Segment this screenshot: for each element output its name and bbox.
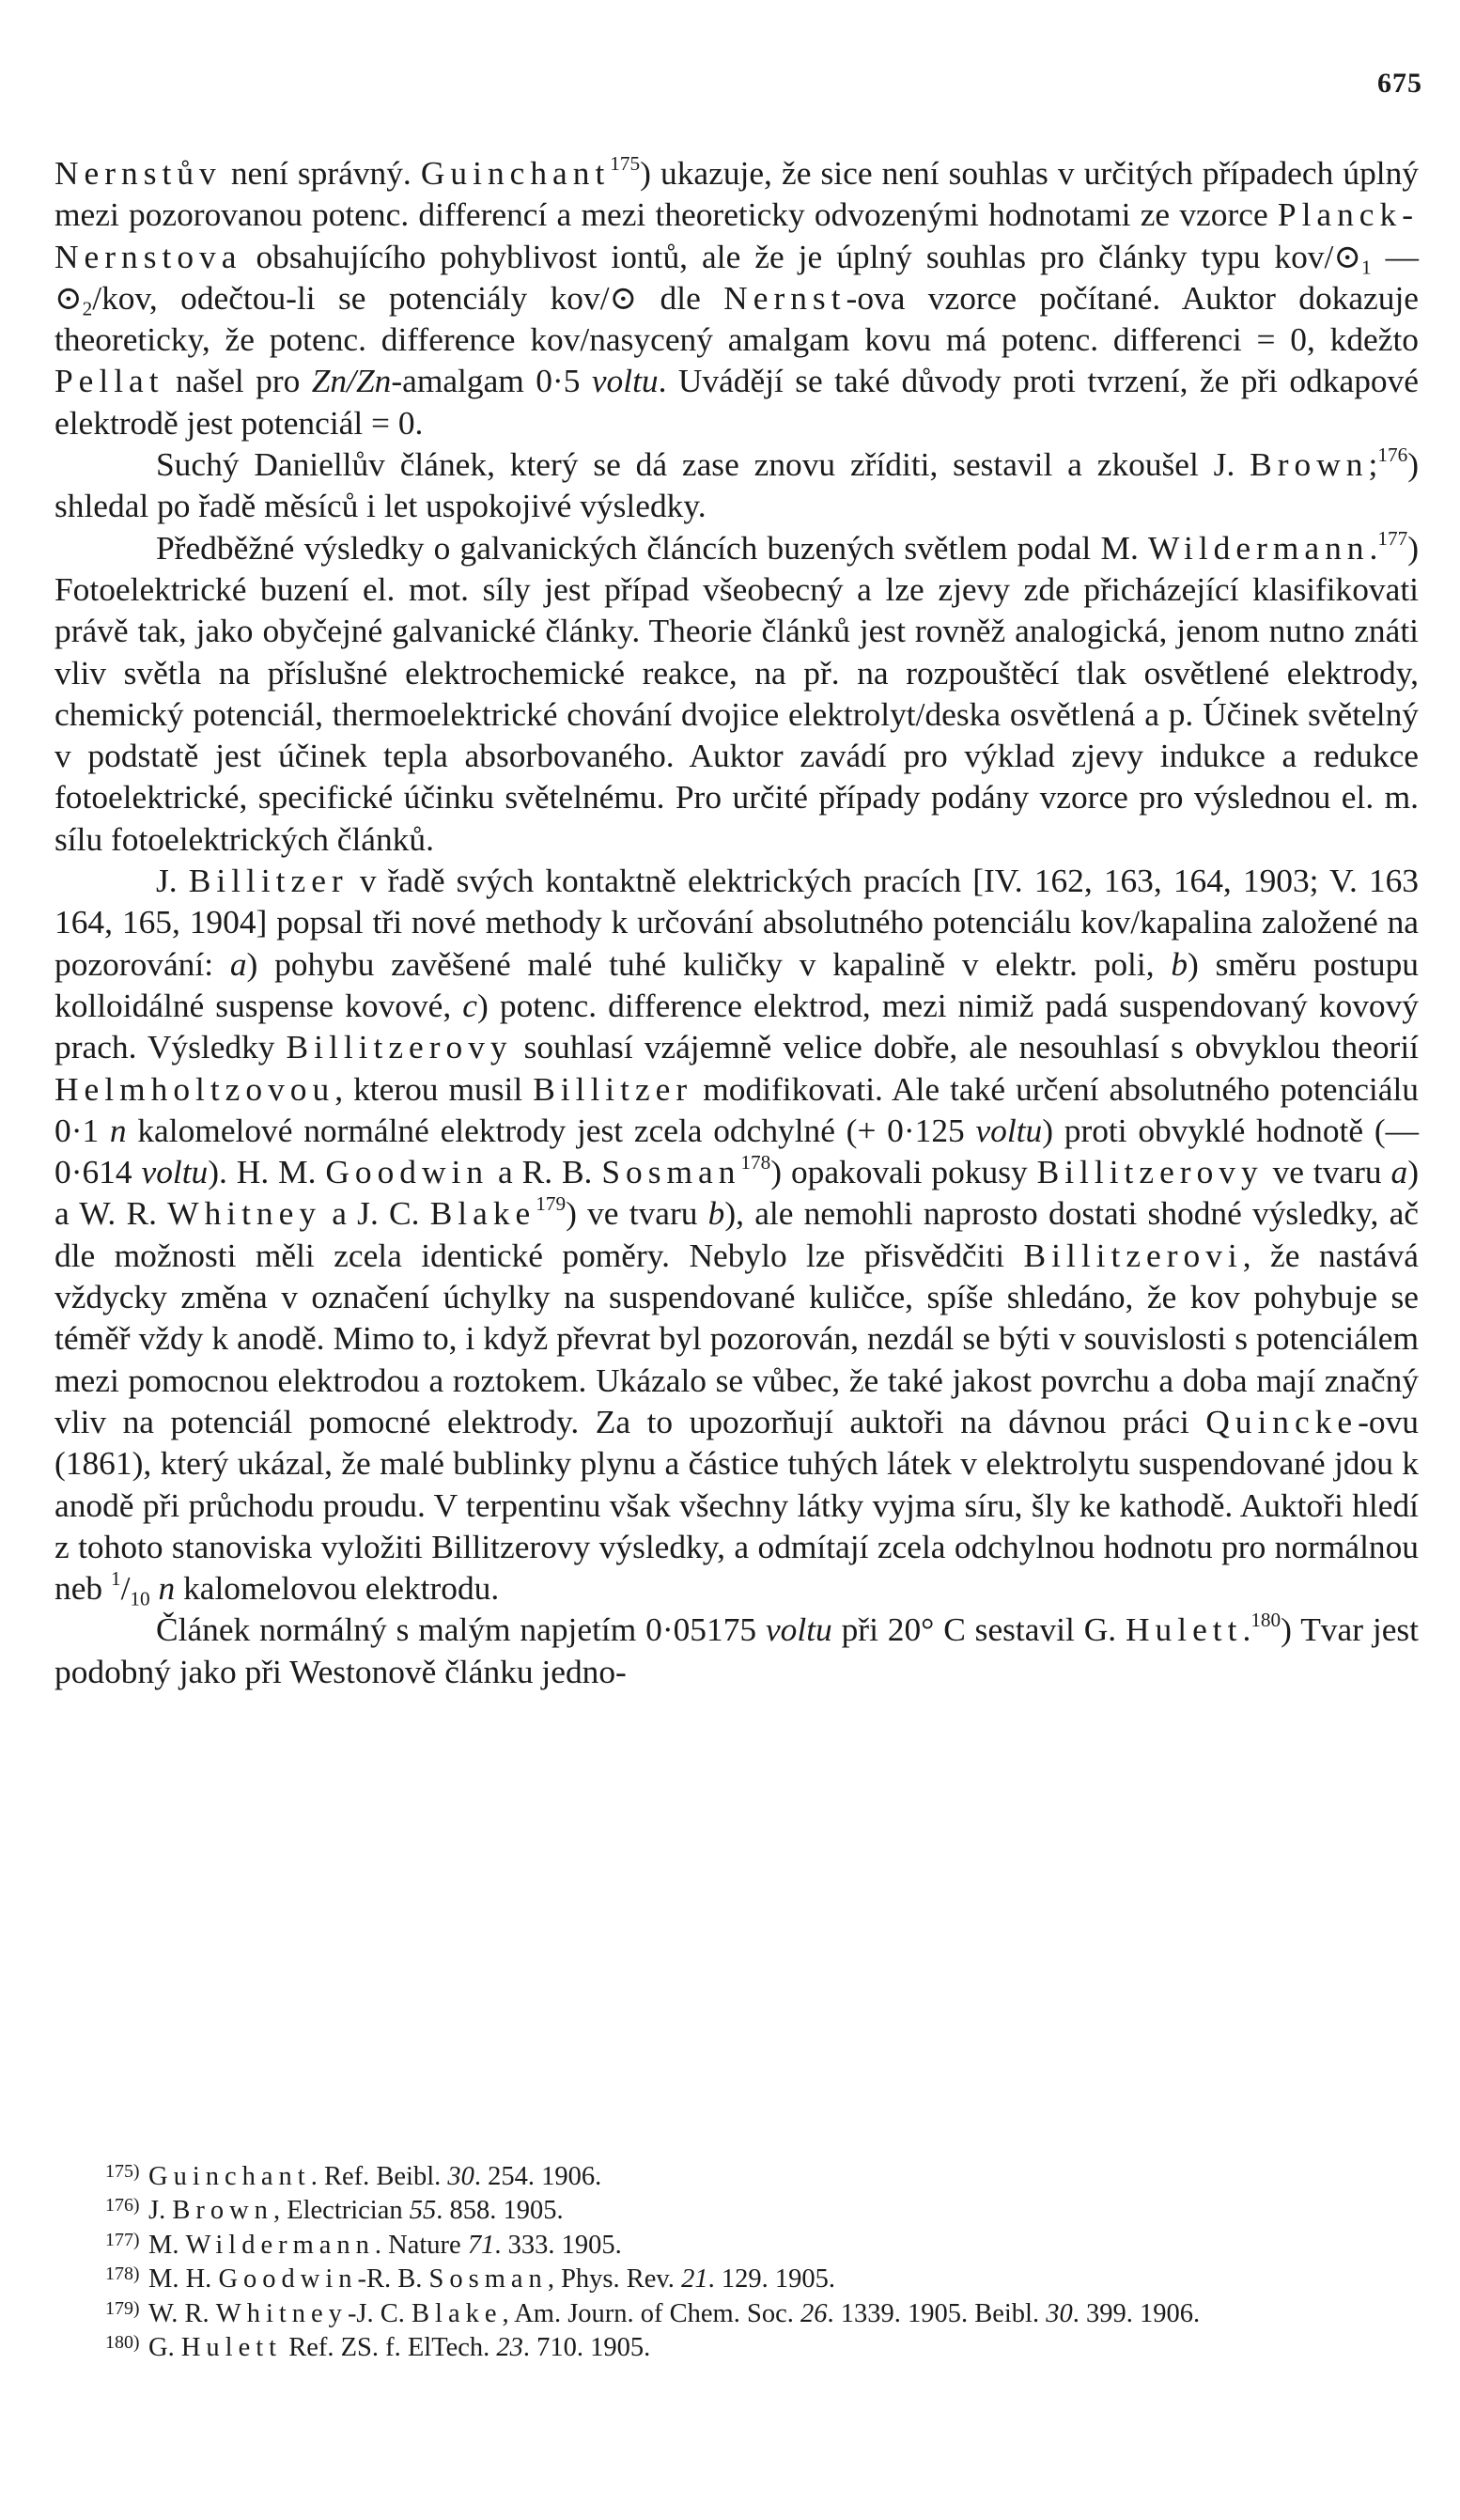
spaced-name: Billitzer <box>188 862 349 900</box>
spaced-name: Brown <box>1250 445 1369 484</box>
superscript: 176 <box>1377 443 1408 467</box>
italic-run: 26 <box>800 2298 828 2328</box>
spaced-name: Goodwin <box>325 1153 489 1191</box>
text-run: . 710. 1905. <box>522 2333 651 2363</box>
text-run: . 399. 1906. <box>1072 2298 1201 2328</box>
text-run: ) Fotoelektrické buzení el. mot. síly jest případ všeobecný a lze zjevy zde přicházející klasifikovati právě tak, jako obyčejné galvanické články. Theorie článků jest rovněž analogická, jenom nutno znáti vliv světla na příslušné elektrochemické reakce, na př. na rozpouštěcí tlak osvětlené elektrody, chemický potenciál, thermoelektrické chování dvojice elektrolyt/deska osvětlená a p. Účinek světelný v podstatě jest účinek tepla absorbovaného. Auktor zavádí pro výklad zjevy indukce a redukce fotoelektrické, specifické účinku světelnému. Pro určité případy podány vzorce pro výslednou el. m. sílu fotoelektrických článků. <box>54 528 1419 858</box>
superscript: 180 <box>1250 1609 1281 1632</box>
italic-run: 71 <box>467 2230 495 2260</box>
text-run: . Nature <box>374 2230 468 2260</box>
text-run: /kov, odečtou-li se potenciály kov/⊙ dle <box>92 278 724 317</box>
text-run: ) pohybu zavěšené malé tuhé kuličky v kapalině v elektr. poli, <box>246 944 1172 983</box>
subscript: 1 <box>1360 255 1372 278</box>
spaced-name: Planck-Nernstova <box>54 195 1419 275</box>
text-run: . 1339. 1905. Beibl. <box>827 2298 1047 2328</box>
italic-run: c <box>462 986 478 1024</box>
spaced-name: Hulett <box>180 2333 283 2363</box>
subscript: 10 <box>130 1587 150 1610</box>
footnote-number: 177) <box>105 2229 140 2250</box>
text-run: M. H. <box>148 2264 219 2294</box>
text-run: ) proti obvyklé hodnotě (— 0·614 <box>54 1111 1420 1191</box>
italic-run: voltu <box>975 1111 1043 1149</box>
footnote-number: 175) <box>105 2161 140 2182</box>
text-run: , Am. Journ. of Chem. Soc. <box>502 2298 800 2328</box>
footnote-number: 176) <box>105 2195 140 2217</box>
italic-run: n <box>158 1569 176 1608</box>
italic-run: b <box>707 1194 725 1233</box>
footnote-number: 178) <box>105 2263 140 2285</box>
text-run: -ovu (1861), který ukázal, že malé bublinky plynu a částice tuhých látek v elektrolytu suspendované jdou k anodě při průchodu proudu. V terpentinu však všechny látky vyjma síru, šly ke kathodě. Auktoři hledí z tohoto stanoviska vyložiti Billitzerovy výsledky, a odmítají zcela odchylnou hodnotu pro normálnou neb <box>54 1402 1419 1608</box>
text-run: J. <box>156 862 189 900</box>
spaced-name: Helmholtzovou <box>54 1069 335 1108</box>
italic-run: voltu <box>765 1610 832 1649</box>
italic-run: a <box>229 944 247 983</box>
body-text <box>54 152 1419 1692</box>
text-run: . 254. 1906. <box>474 2161 602 2191</box>
italic-run: voltu <box>141 1153 209 1191</box>
text-run: našel pro <box>163 362 312 400</box>
footnote <box>54 2191 1419 2225</box>
footnote <box>54 2226 1419 2260</box>
spaced-name: Billitzerovy <box>286 1028 513 1066</box>
footnote-number: 180) <box>105 2332 140 2354</box>
spaced-name: Pellat <box>54 362 164 400</box>
text-run: Článek normálný s malým napjetím 0·05175 <box>156 1610 766 1649</box>
text-run: -ova vzorce počítané. Auktor dokazuje theoreticky, že potenc. difference kov/nasycený amalgam kovu má potenc. differenci = 0, kdežto <box>54 278 1419 359</box>
text-run: , Phys. Rev. <box>547 2264 682 2294</box>
text-run: ve tvaru <box>1263 1153 1391 1191</box>
text-run: ) ukazuje, že sice není souhlas v určitých případech úplný mezi pozorovanou potenc. differencí a mezi theoreticky odvozenými hodnotami ze vzorce <box>54 154 1419 234</box>
spaced-name: Blake <box>412 2298 503 2328</box>
text-run <box>150 1569 159 1607</box>
spaced-name: Hulett <box>1125 1610 1243 1649</box>
footnote <box>54 2294 1419 2328</box>
subscript: 2 <box>82 297 93 320</box>
text-run: -J. C. <box>347 2298 412 2328</box>
footnote <box>54 2328 1419 2362</box>
text-run: W. R. <box>148 2298 216 2328</box>
superscript: 177 <box>1377 526 1408 550</box>
italic-run: a <box>1390 1153 1408 1191</box>
text-run: . 129. 1905. <box>707 2264 835 2294</box>
footnote-number: 179) <box>105 2297 140 2319</box>
text-run: obsahujícího pohyblivost iontů, ale že je úplný souhlas pro články typu kov/⊙ <box>241 237 1361 275</box>
spaced-name: Nernstův <box>54 154 222 192</box>
text-run: ) a W. R. <box>54 1153 1419 1233</box>
spaced-name: Guinchant <box>420 154 611 192</box>
text-run: , že nastává vždycky změna v označení úchylky na suspendované kuličce, spíše shledáno, že kov pohybuje se téměř vždy k anodě. Mimo to, i když převrat byl pozorován, nezdál se býti v souvislosti s potenciálem mezi pomocnou elektrodou a roztokem. Ukázalo se vůbec, že také jakost povrchu a doba mají značný vliv na potenciál pomocné elektrody. Za to upozorňují auktoři na dávnou práci <box>54 1236 1419 1440</box>
spaced-name: Whitney <box>167 1194 322 1233</box>
spaced-name: Blake <box>429 1194 536 1233</box>
italic-run: n <box>109 1111 127 1149</box>
spaced-name: Billitzerovi <box>1023 1236 1243 1274</box>
text-run: . 333. 1905. <box>494 2230 622 2260</box>
text-run: / <box>120 1569 131 1608</box>
italic-run: 55 <box>409 2196 437 2226</box>
text-run: ) potenc. difference elektrod, mezi nimiž padá suspendovaný kovový prach. Výsledky <box>54 986 1419 1066</box>
spaced-name: Whitney <box>215 2298 348 2328</box>
page-number: 675 <box>1377 68 1422 99</box>
text-run: ) ve tvaru <box>566 1194 708 1233</box>
spaced-name: Guinchant <box>148 2161 311 2191</box>
text-run: Předběžné výsledky o galvanických článcích buzených světlem podal M. <box>156 528 1149 567</box>
text-run: . 858. 1905. <box>436 2196 564 2226</box>
spaced-name: Brown <box>172 2196 273 2226</box>
footnote <box>54 2157 1419 2191</box>
text-run: . Ref. Beibl. <box>310 2161 448 2191</box>
text-run: . <box>1369 528 1378 567</box>
paragraph <box>54 443 1419 527</box>
text-run: , kterou musil <box>334 1069 534 1108</box>
text-run: ) Tvar jest podobný jako při Westonově článku jedno- <box>54 1610 1420 1690</box>
text-run: -R. B. <box>357 2264 429 2294</box>
italic-run: 21 <box>681 2264 708 2294</box>
text-run: ) směru postupu kolloidálné suspense kovové, <box>54 944 1419 1024</box>
spaced-name: Nernst <box>723 278 846 317</box>
italic-run: 30 <box>1046 2298 1073 2328</box>
spaced-name: Quincke <box>1205 1402 1359 1440</box>
text-run: ) shledal po řadě měsíců i let uspokojivé výsledky. <box>54 445 1419 525</box>
text-run: G. <box>148 2333 181 2363</box>
spaced-name: Wildermann <box>185 2230 375 2260</box>
text-run: Suchý Daniellův článek, který se dá zase znovu zříditi, sestavil a zkoušel J. <box>156 445 1250 484</box>
text-run: — ⊙ <box>54 237 1419 317</box>
superscript: 179 <box>536 1192 567 1216</box>
text-run: M. <box>148 2230 186 2260</box>
footnotes <box>54 2157 1419 2363</box>
superscript: 178 <box>740 1151 771 1174</box>
text-run: -amalgam 0·5 <box>391 362 592 400</box>
paragraph <box>54 860 1419 1609</box>
text-run: ), ale nemohli naprosto dostati shodné výsledky, ač dle možnosti měli zcela identické poměry. Nebylo lze přisvědčiti <box>54 1194 1419 1274</box>
text-run: Ref. ZS. f. ElTech. <box>282 2333 497 2363</box>
text-run: v řadě svých kontaktně elektrických pracích [IV. 162, 163, 164, 1903; V. 163 164, 165, 1904] popsal tři nové methody k určování absolutného potenciálu kov/kapalina založené na pozorování: <box>54 862 1419 983</box>
italic-run: 30 <box>447 2161 474 2191</box>
italic-run: voltu <box>591 362 659 400</box>
text-run: souhlasí vzájemně velice dobře, ale nesouhlasí s obvyklou theorií <box>512 1028 1420 1066</box>
text-run: kalomelovou elektrodu. <box>175 1569 500 1608</box>
spaced-name: Wildermann <box>1148 528 1370 567</box>
text-run: , Electrician <box>272 2196 410 2226</box>
text-run: a R. B. <box>489 1153 602 1191</box>
text-run: ). H. M. <box>208 1153 326 1191</box>
spaced-name: Goodwin <box>218 2264 358 2294</box>
text-run: není správný. <box>221 154 421 192</box>
spaced-name: Billitzerovy <box>1036 1153 1264 1191</box>
text-run: ) opakovali pokusy <box>770 1153 1037 1191</box>
text-run: . Uvádějí se také důvody proti tvrzení, že při odkapové elektrodě jest potenciál = 0. <box>54 362 1420 442</box>
spaced-name: Sosman <box>601 1153 741 1191</box>
text-run: při 20° C sestavil G. <box>831 1610 1126 1649</box>
text-run: ; <box>1368 445 1378 484</box>
text-run: a J. C. <box>321 1194 430 1233</box>
italic-run: b <box>1171 944 1188 983</box>
italic-run: 23 <box>496 2333 523 2363</box>
text-run: kalomelové normálné elektrody jest zcela odchylné (+ 0·125 <box>126 1111 976 1149</box>
italic-run: Zn/Zn <box>311 362 392 400</box>
paragraph <box>54 527 1419 860</box>
superscript: 1 <box>110 1567 121 1591</box>
paragraph <box>54 152 1419 443</box>
superscript: 175 <box>610 152 641 176</box>
paragraph <box>54 1609 1419 1692</box>
footnote <box>54 2260 1419 2294</box>
spaced-name: Billitzer <box>533 1069 693 1108</box>
text-run: modifikovati. Ale také určení absolutného potenciálu 0·1 <box>54 1069 1419 1149</box>
text-run: J. <box>148 2196 173 2226</box>
text-run: . <box>1242 1610 1251 1649</box>
spaced-name: Sosman <box>428 2264 548 2294</box>
